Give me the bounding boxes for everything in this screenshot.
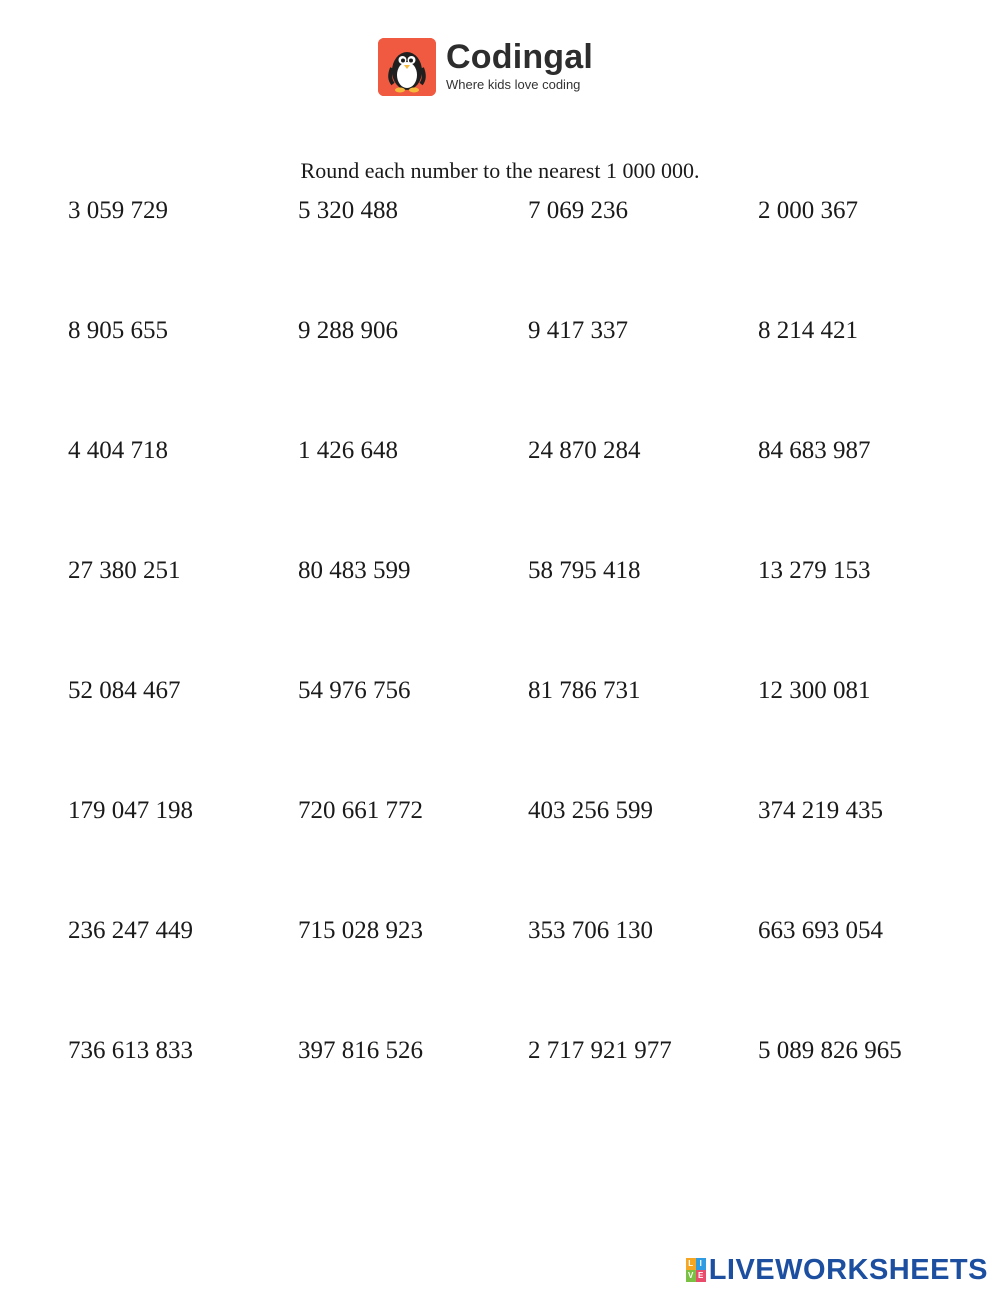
badge-letter: L xyxy=(686,1258,696,1270)
number-cell: 720 661 772 xyxy=(298,797,423,824)
grid-row xyxy=(68,557,988,677)
brand-tagline: Where kids love coding xyxy=(446,77,581,92)
number-cell: 84 683 987 xyxy=(758,437,871,464)
number-cell: 2 717 921 977 xyxy=(528,1037,672,1064)
number-cell: 12 300 081 xyxy=(758,677,871,704)
number-cell: 403 256 599 xyxy=(528,797,653,824)
number-cell: 81 786 731 xyxy=(528,677,641,704)
grid-row xyxy=(68,437,988,557)
grid-row xyxy=(68,317,988,437)
number-cell: 4 404 718 xyxy=(68,437,168,464)
grid-row xyxy=(68,197,988,317)
badge-letter: I xyxy=(696,1258,706,1270)
number-cell: 52 084 467 xyxy=(68,677,181,704)
number-cell: 3 059 729 xyxy=(68,197,168,224)
liveworksheets-badge-icon xyxy=(686,1258,706,1282)
liveworksheets-logo xyxy=(686,1254,988,1286)
worksheet-instruction: Round each number to the nearest 1 000 000. xyxy=(300,158,700,183)
number-cell: 715 028 923 xyxy=(298,917,423,944)
number-cell: 80 483 599 xyxy=(298,557,411,584)
number-cell: 27 380 251 xyxy=(68,557,181,584)
number-cell: 2 000 367 xyxy=(758,197,858,224)
number-cell: 13 279 153 xyxy=(758,557,871,584)
number-cell: 353 706 130 xyxy=(528,917,653,944)
number-grid xyxy=(68,197,988,1157)
number-cell: 8 905 655 xyxy=(68,317,168,344)
number-cell: 54 976 756 xyxy=(298,677,411,704)
brand-text xyxy=(446,40,593,94)
number-cell: 9 417 337 xyxy=(528,317,628,344)
number-cell: 179 047 198 xyxy=(68,797,193,824)
number-cell: 236 247 449 xyxy=(68,917,193,944)
number-cell: 374 219 435 xyxy=(758,797,883,824)
number-cell: 58 795 418 xyxy=(528,557,641,584)
number-cell: 5 089 826 965 xyxy=(758,1037,902,1064)
number-cell: 5 320 488 xyxy=(298,197,398,224)
number-cell: 9 288 906 xyxy=(298,317,398,344)
grid-row xyxy=(68,797,988,917)
badge-letter: E xyxy=(696,1270,706,1282)
liveworksheets-text: LIVEWORKSHEETS xyxy=(708,1254,988,1286)
brand-name: Codingal xyxy=(446,38,594,76)
number-cell: 7 069 236 xyxy=(528,197,628,224)
grid-row xyxy=(68,917,988,1037)
number-cell: 736 613 833 xyxy=(68,1037,193,1064)
penguin-icon xyxy=(378,38,436,96)
number-cell: 24 870 284 xyxy=(528,437,641,464)
grid-row xyxy=(68,677,988,797)
number-cell: 663 693 054 xyxy=(758,917,883,944)
codingal-brand xyxy=(378,38,593,96)
badge-letter: V xyxy=(686,1270,696,1282)
number-cell: 397 816 526 xyxy=(298,1037,423,1064)
number-cell: 8 214 421 xyxy=(758,317,858,344)
number-cell: 1 426 648 xyxy=(298,437,398,464)
grid-row xyxy=(68,1037,988,1157)
